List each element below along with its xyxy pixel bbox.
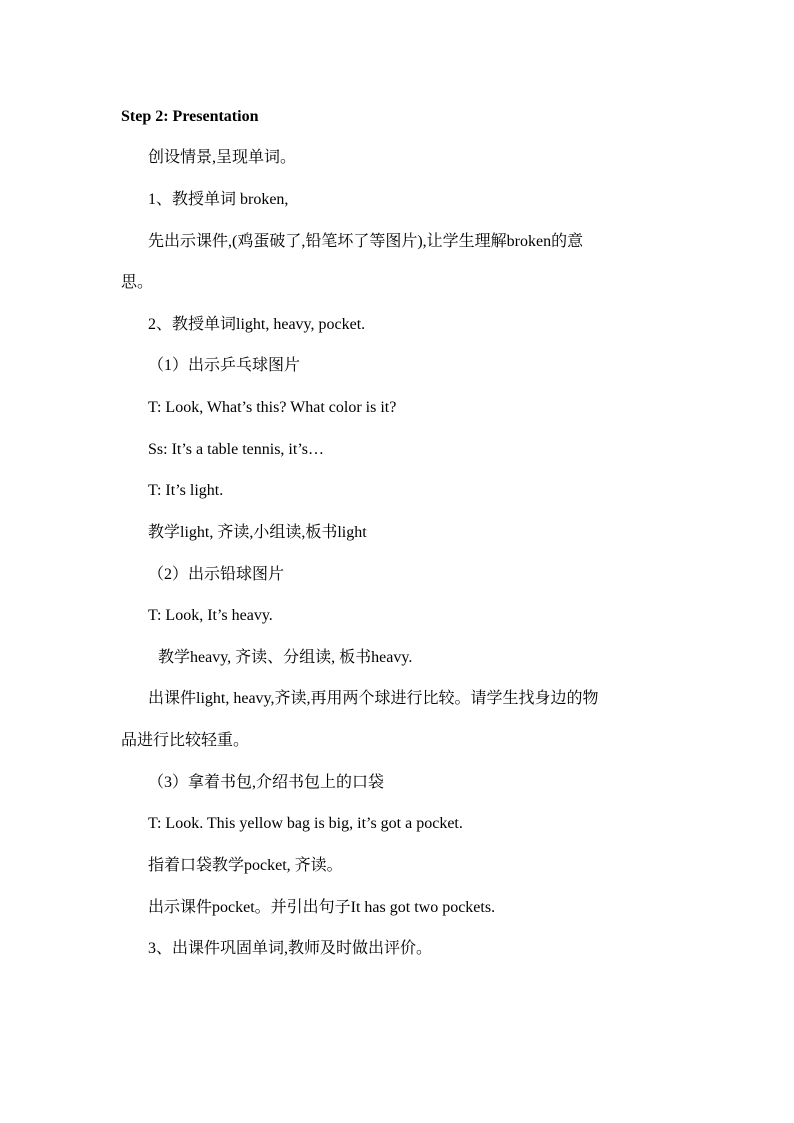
- section-heading: Step 2: Presentation: [121, 108, 259, 125]
- paragraph-line: T: Look. This yellow bag is big, it’s got a pocket.: [148, 815, 463, 832]
- paragraph-line: T: Look, It’s heavy.: [148, 607, 273, 624]
- paragraph-line: （2）出示铅球图片: [148, 566, 285, 583]
- paragraph-line: 1、教授单词 broken,: [148, 191, 289, 208]
- paragraph-line: 指着口袋教学pocket, 齐读。: [148, 857, 343, 874]
- paragraph-line: 2、教授单词light, heavy, pocket.: [148, 316, 366, 333]
- paragraph-line: 出示课件pocket。并引出句子It has got two pockets.: [148, 899, 496, 916]
- paragraph-line: 先出示课件,(鸡蛋破了,铅笔坏了等图片),让学生理解broken的意: [148, 233, 584, 250]
- paragraph-line: 3、出课件巩固单词,教师及时做出评价。: [148, 940, 433, 957]
- paragraph-line: Ss: It’s a table tennis, it’s…: [148, 441, 324, 458]
- paragraph-line: 教学light, 齐读,小组读,板书light: [148, 524, 367, 541]
- paragraph-line: T: Look, What’s this? What color is it?: [148, 399, 397, 416]
- paragraph-line: 思。: [121, 274, 154, 291]
- paragraph-line: T: It’s light.: [148, 482, 224, 499]
- paragraph-line: 创设情景,呈现单词。: [148, 149, 297, 166]
- paragraph-line: （3）拿着书包,介绍书包上的口袋: [148, 774, 385, 791]
- paragraph-line: 品进行比较轻重。: [121, 732, 250, 749]
- paragraph-line: 教学heavy, 齐读、分组读, 板书heavy.: [158, 649, 413, 666]
- paragraph-line: 出课件light, heavy,齐读,再用两个球进行比较。请学生找身边的物: [148, 690, 599, 707]
- paragraph-line: （1）出示乒乓球图片: [148, 357, 301, 374]
